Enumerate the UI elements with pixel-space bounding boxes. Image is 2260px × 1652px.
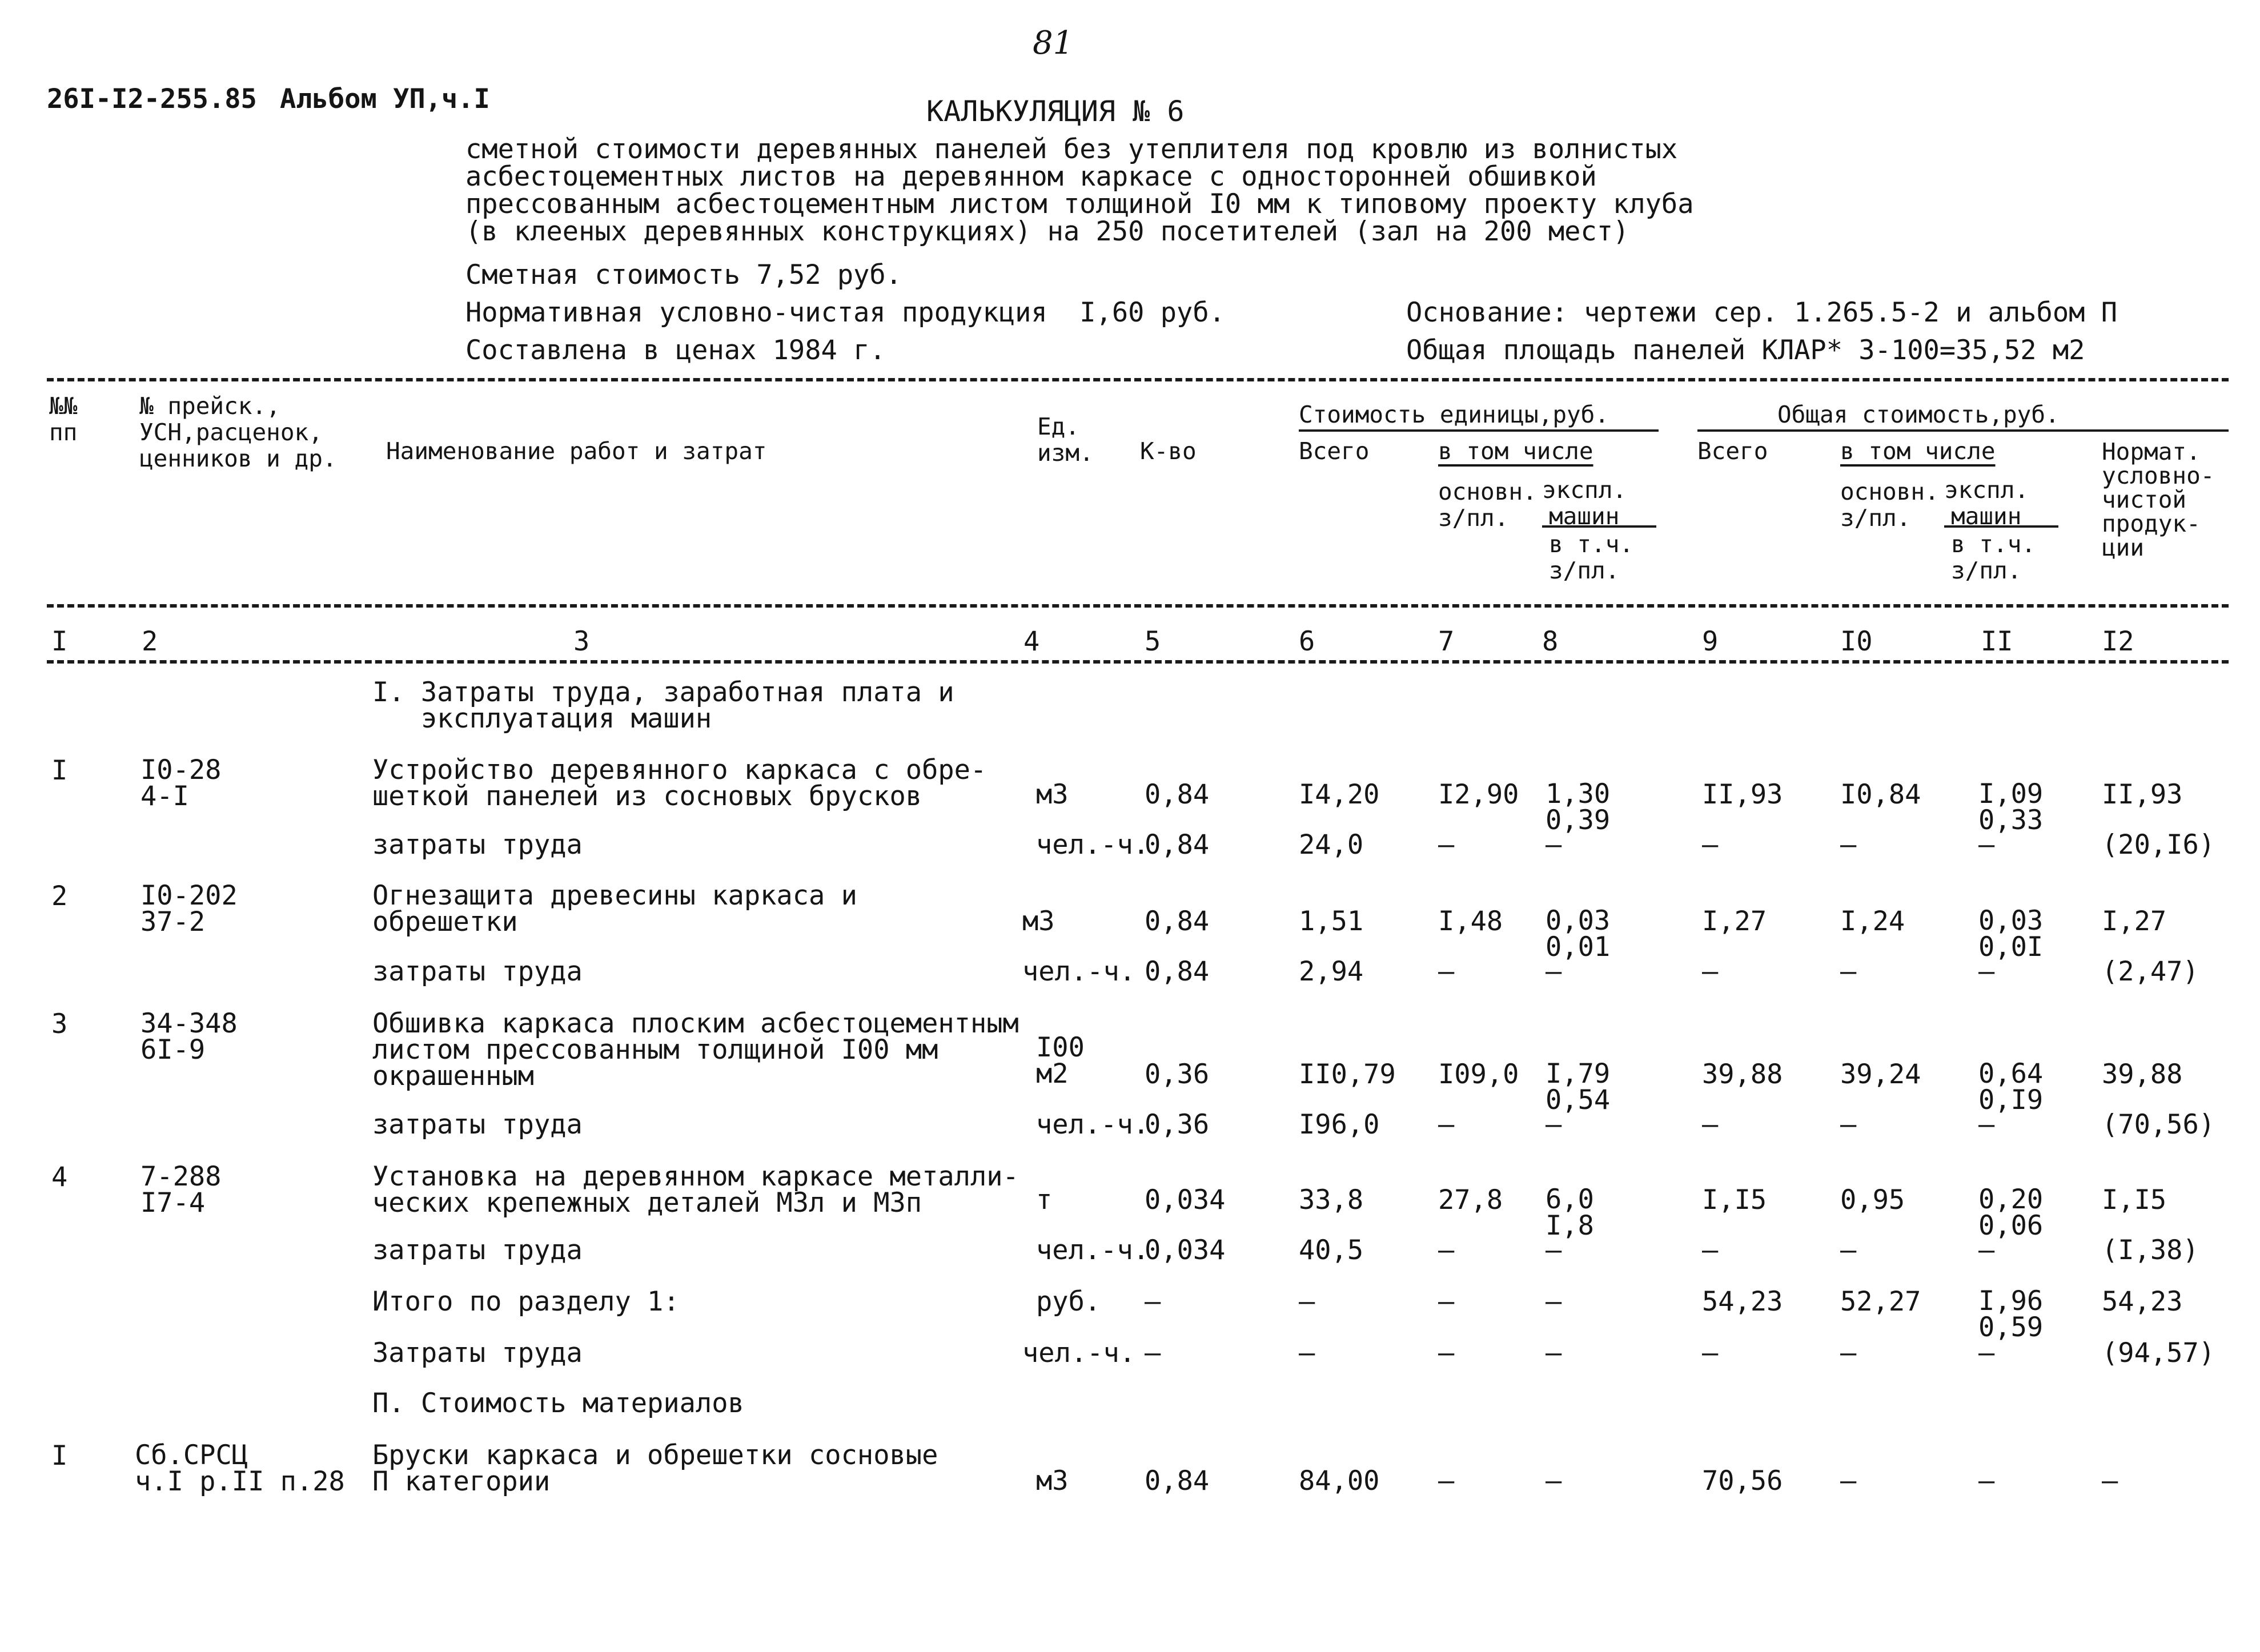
row-quantity: 0,36	[1145, 1109, 1210, 1140]
row-unit: чел.-ч.	[1036, 1235, 1150, 1266]
row-reference: I0-202 37-2	[141, 880, 238, 938]
row-unit: чел.-ч.	[1022, 1337, 1136, 1369]
row-total-machines: –	[1978, 1235, 1995, 1266]
row-name: Бруски каркаса и обрешетки сосновые П категории	[372, 1440, 938, 1497]
row-unit: чел.-ч.	[1022, 956, 1136, 987]
row-normative: (70,56)	[2102, 1109, 2215, 1140]
album-label: Альбом УП,ч.I	[280, 83, 490, 115]
row-unit-base-wage: –	[1438, 1286, 1455, 1317]
normative-product: Нормативная условно-чистая продукция I,60 руб.	[465, 297, 1225, 328]
row-unit-total: 84,00	[1299, 1465, 1380, 1497]
row-normative: –	[2102, 1465, 2118, 1497]
row-total-base-wage: I0,84	[1840, 779, 1921, 810]
row-unit-base-wage: I,48	[1438, 906, 1503, 937]
row-unit-machines: –	[1546, 1235, 1562, 1266]
row-unit: I00 м2	[1036, 1032, 1085, 1090]
row-unit-machines: –	[1546, 1337, 1562, 1369]
col-header-total-machines: машин	[1951, 503, 2022, 530]
row-total: 70,56	[1702, 1465, 1783, 1497]
row-name: затраты труда	[372, 956, 583, 987]
column-number: 6	[1299, 626, 1315, 657]
col-header-unit: Ед. изм.	[1037, 413, 1094, 467]
row-total-base-wage: –	[1840, 1109, 1857, 1140]
row-name: затраты труда	[372, 829, 583, 861]
row-quantity: 0,034	[1145, 1235, 1226, 1266]
col-header-no: №№ пп	[49, 392, 78, 446]
row-normative: II,93	[2102, 779, 2183, 810]
row-total-base-wage: 0,95	[1840, 1184, 1905, 1216]
row-number: 4	[51, 1161, 68, 1193]
section-title-labour: I. Затраты труда, заработная плата и эксплуатация машин	[372, 677, 954, 734]
total-cost-group-rule	[1697, 429, 2229, 432]
subtitle-line: (в клееных деревянных конструкциях) на 250 посетителей (зал на 200 мест)	[465, 216, 1629, 247]
row-unit-total: 24,0	[1299, 829, 1364, 861]
estimated-cost: Сметная стоимость 7,52 руб.	[465, 259, 902, 291]
col-header-total-base-wage: основн. з/пл.	[1840, 478, 1939, 532]
panel-area: Общая площадь панелей КЛАР* 3-100=35,52 м2	[1406, 335, 2085, 366]
row-total-machines: –	[1978, 1465, 1995, 1497]
col-header-name: Наименование работ и затрат	[386, 437, 767, 465]
row-normative: 54,23	[2102, 1286, 2183, 1317]
column-number: 3	[573, 626, 590, 657]
header-bottom-rule	[47, 604, 2229, 608]
column-number: 5	[1145, 626, 1161, 657]
row-unit-base-wage: I09,0	[1438, 1059, 1519, 1090]
row-normative: (94,57)	[2102, 1337, 2215, 1369]
row-unit-machines: –	[1546, 1286, 1562, 1317]
column-number: 7	[1438, 626, 1455, 657]
basis-drawings: Основание: чертежи сер. 1.265.5-2 и альбом П	[1406, 297, 2118, 328]
row-unit-base-wage: 27,8	[1438, 1184, 1503, 1216]
row-total-base-wage: –	[1840, 1465, 1857, 1497]
row-quantity: 0,84	[1145, 829, 1210, 861]
row-total: –	[1702, 1337, 1719, 1369]
row-total-machines: –	[1978, 829, 1995, 861]
series-code: 26I-I2-255.85	[47, 83, 257, 115]
row-reference: Сб.СРСЦ ч.I р.II п.28	[135, 1440, 345, 1497]
row-total-base-wage: –	[1840, 1235, 1857, 1266]
row-quantity: 0,84	[1145, 906, 1210, 937]
row-total: –	[1702, 829, 1719, 861]
row-name: Итого по разделу 1:	[372, 1286, 680, 1317]
row-normative: (20,I6)	[2102, 829, 2215, 861]
col-header-unit-including: в том числе	[1438, 437, 1593, 465]
col-header-total-total: Всего	[1697, 437, 1768, 465]
column-number: 9	[1702, 626, 1719, 657]
col-header-quantity: К-во	[1140, 437, 1197, 465]
row-unit-base-wage: –	[1438, 1465, 1455, 1497]
row-unit-base-wage: –	[1438, 1235, 1455, 1266]
row-total-base-wage: –	[1840, 829, 1857, 861]
row-unit-base-wage: I2,90	[1438, 779, 1519, 810]
row-quantity: 0,84	[1145, 956, 1210, 987]
row-total: 39,88	[1702, 1059, 1783, 1090]
row-unit-machines: –	[1546, 1465, 1562, 1497]
row-unit-base-wage: –	[1438, 956, 1455, 987]
row-total-base-wage: I,24	[1840, 906, 1905, 937]
row-unit-total: 40,5	[1299, 1235, 1364, 1266]
col-header-unit-operation: экспл.	[1542, 476, 1627, 504]
col-header-unit-base-wage: основн. з/пл.	[1438, 478, 1537, 532]
row-unit: чел.-ч.	[1036, 1109, 1150, 1140]
row-unit-base-wage: –	[1438, 1337, 1455, 1369]
row-name: Устройство деревянного каркаса с обре- шеткой панелей из сосновых брусков	[372, 754, 987, 812]
col-header-normative: Нормат. условно- чистой продук- ции	[2102, 438, 2215, 561]
row-quantity: 0,034	[1145, 1184, 1226, 1216]
column-number: 4	[1023, 626, 1040, 657]
column-number: I	[51, 626, 68, 657]
row-normative: I,27	[2102, 906, 2167, 937]
row-unit-base-wage: –	[1438, 829, 1455, 861]
row-unit: м3	[1036, 1465, 1069, 1497]
row-total: I,I5	[1702, 1184, 1767, 1216]
page-number: 81	[1033, 25, 1074, 62]
row-total-machines: –	[1978, 1109, 1995, 1140]
col-header-unit-total: Всего	[1299, 437, 1370, 465]
row-unit-machines: –	[1546, 956, 1562, 987]
row-unit-machines: 1,30 0,39	[1546, 778, 1611, 836]
row-name: Обшивка каркаса плоским асбестоцементным листом прессованным толщиной I00 мм окрашенным	[372, 1008, 1019, 1092]
row-unit-machines: 6,0 I,8	[1546, 1184, 1594, 1241]
col-header-unit-machines: машин	[1549, 503, 1620, 530]
row-normative: (2,47)	[2102, 956, 2199, 987]
row-total-machines: I,96 0,59	[1978, 1285, 2044, 1343]
row-total-base-wage: 52,27	[1840, 1286, 1921, 1317]
row-name: Затраты труда	[372, 1337, 583, 1369]
subtitle-line: прессованным асбестоцементным листом толщиной I0 мм к типовому проекту клуба	[465, 188, 1694, 220]
subtitle-line: сметной стоимости деревянных панелей без утеплителя под кровлю из волнистых	[465, 134, 1678, 165]
column-number: I2	[2102, 626, 2134, 657]
row-total: II,93	[1702, 779, 1783, 810]
column-numbers-rule	[47, 660, 2229, 664]
row-quantity: 0,84	[1145, 1465, 1210, 1497]
row-normative: I,I5	[2102, 1184, 2167, 1216]
header-top-rule	[47, 378, 2229, 381]
col-header-unit-incl-wage: в т.ч. з/пл.	[1549, 530, 1634, 584]
row-unit-total: 1,51	[1299, 906, 1364, 937]
row-unit-total: 33,8	[1299, 1184, 1364, 1216]
row-unit: м3	[1022, 906, 1055, 937]
row-unit-total: II0,79	[1299, 1059, 1396, 1090]
row-total-base-wage: –	[1840, 956, 1857, 987]
row-quantity: –	[1145, 1286, 1161, 1317]
row-name: Установка на деревянном каркасе металли- ческих крепежных деталей МЗл и МЗп	[372, 1161, 1019, 1219]
row-total: –	[1702, 956, 1719, 987]
unit-cost-group-rule	[1299, 429, 1659, 432]
col-header-total-incl-wage: в т.ч. з/пл.	[1951, 530, 2036, 584]
document-title: КАЛЬКУЛЯЦИЯ № 6	[926, 95, 1185, 128]
row-total: I,27	[1702, 906, 1767, 937]
col-header-reference: № прейск., УСН,расценок, ценников и др.	[139, 392, 337, 472]
row-total-machines: I,09 0,33	[1978, 778, 2044, 836]
row-unit: руб.	[1036, 1286, 1101, 1317]
row-unit: м3	[1036, 779, 1069, 810]
row-total-base-wage: –	[1840, 1337, 1857, 1369]
row-reference: I0-28 4-I	[141, 754, 222, 812]
row-unit: т	[1036, 1184, 1053, 1216]
row-name: затраты труда	[372, 1109, 583, 1140]
row-total: –	[1702, 1109, 1719, 1140]
row-unit-machines: –	[1546, 1109, 1562, 1140]
row-total-machines: 0,20 0,06	[1978, 1184, 2044, 1241]
group-header-total-cost: Общая стоимость,руб.	[1777, 401, 2060, 428]
row-total: 54,23	[1702, 1286, 1783, 1317]
row-quantity: 0,84	[1145, 779, 1210, 810]
row-quantity: –	[1145, 1337, 1161, 1369]
column-number: 8	[1542, 626, 1559, 657]
row-unit-machines: 0,03 0,01	[1546, 905, 1611, 963]
row-unit-total: I4,20	[1299, 779, 1380, 810]
row-total-machines: 0,64 0,I9	[1978, 1058, 2044, 1116]
group-header-unit-cost: Стоимость единицы,руб.	[1299, 401, 1609, 428]
row-unit: чел.-ч.	[1036, 829, 1150, 861]
row-reference: 7-288 I7-4	[141, 1161, 222, 1219]
row-unit-total: –	[1299, 1286, 1315, 1317]
row-normative: 39,88	[2102, 1059, 2183, 1090]
row-total-base-wage: 39,24	[1840, 1059, 1921, 1090]
subtitle-line: асбестоцементных листов на деревянном каркасе с односторонней обшивкой	[465, 161, 1597, 192]
row-unit-total: –	[1299, 1337, 1315, 1369]
row-unit-base-wage: –	[1438, 1109, 1455, 1140]
row-unit-total: I96,0	[1299, 1109, 1380, 1140]
row-number: 2	[51, 881, 68, 912]
row-number: I	[51, 755, 68, 786]
col-header-total-operation: экспл.	[1944, 476, 2029, 504]
row-unit-total: 2,94	[1299, 956, 1364, 987]
row-normative: (I,38)	[2102, 1235, 2199, 1266]
section-title-materials: П. Стоимость материалов	[372, 1388, 744, 1419]
row-number: 3	[51, 1008, 68, 1040]
row-unit-machines: –	[1546, 829, 1562, 861]
row-quantity: 0,36	[1145, 1059, 1210, 1090]
column-number: 2	[142, 626, 158, 657]
row-number: I	[51, 1440, 68, 1472]
row-total-machines: –	[1978, 1337, 1995, 1369]
column-number: I0	[1840, 626, 1873, 657]
row-reference: 34-348 6I-9	[141, 1008, 238, 1066]
price-basis: Составлена в ценах 1984 г.	[465, 335, 886, 366]
row-total-machines: –	[1978, 956, 1995, 987]
row-unit-machines: I,79 0,54	[1546, 1058, 1611, 1116]
col-header-total-including: в том числе	[1840, 437, 1996, 465]
row-name: Огнезащита древесины каркаса и обрешетки	[372, 880, 857, 938]
row-total: –	[1702, 1235, 1719, 1266]
row-name: затраты труда	[372, 1235, 583, 1266]
row-total-machines: 0,03 0,0I	[1978, 905, 2044, 963]
column-number: II	[1981, 626, 2013, 657]
